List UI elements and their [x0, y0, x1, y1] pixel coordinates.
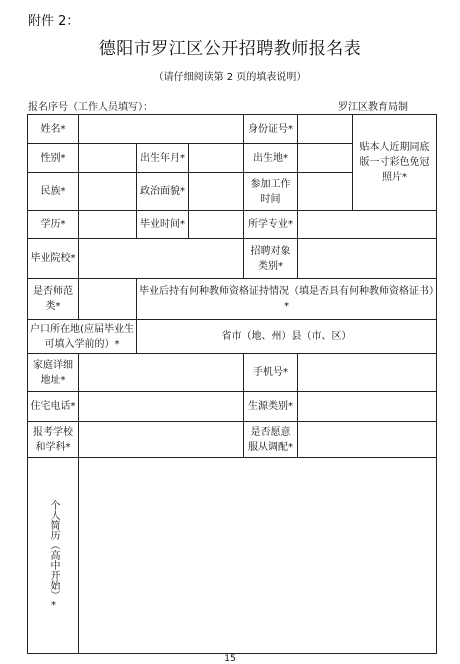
- school-label: 毕业院校*: [28, 239, 79, 279]
- normal-major-label: 是否师范类*: [28, 279, 79, 320]
- applied-label: 报考学校和学科*: [28, 422, 79, 458]
- source-type-label: 生源类别*: [244, 392, 298, 422]
- graduation-time-field[interactable]: [189, 211, 244, 239]
- ethnicity-label: 民族*: [28, 173, 79, 211]
- normal-major-field[interactable]: [79, 279, 137, 320]
- phone-label: 手机号*: [244, 354, 298, 392]
- phone-field[interactable]: [298, 354, 437, 392]
- work-start-field[interactable]: [298, 173, 353, 211]
- adjust-field[interactable]: [298, 422, 437, 458]
- resume-label: 个人简历（高中开始）*: [48, 500, 59, 611]
- serial-number-label: 报名序号（工作人员填写）：: [28, 102, 153, 113]
- major-label: 所学专业*: [244, 211, 298, 239]
- page-title: 德阳市罗江区公开招聘教师报名表: [98, 39, 362, 59]
- cert-status-label: 毕业后持有何种教师资格证持情况（填是否具有何种教师资格证书）*: [137, 279, 437, 320]
- political-status-field[interactable]: [189, 173, 244, 211]
- birth-date-field[interactable]: [189, 144, 244, 173]
- education-label: 学历*: [28, 211, 79, 239]
- home-phone-label: 住宅电话*: [28, 392, 79, 422]
- major-field[interactable]: [298, 211, 437, 239]
- hukou-label: 户口所在地(应届毕业生可填入学前的）*: [28, 320, 137, 354]
- address-label: 家庭详细地址*: [28, 354, 79, 392]
- applied-field[interactable]: [79, 422, 244, 458]
- page-subtitle: （请仔细阅读第 2 页的填表说明）: [153, 72, 307, 83]
- school-field[interactable]: [79, 239, 244, 279]
- recruit-category-label: 招聘对象类别*: [244, 239, 298, 279]
- resume-label-cell: [28, 458, 79, 654]
- gender-label: 性别*: [28, 144, 79, 173]
- recruit-category-field[interactable]: [298, 239, 437, 279]
- address-field[interactable]: [79, 354, 244, 392]
- home-phone-field[interactable]: [79, 392, 244, 422]
- page-number: 15: [224, 654, 236, 664]
- birthplace-label: 出生地*: [244, 144, 298, 173]
- birth-date-label: 出生年月*: [137, 144, 189, 173]
- hukou-field[interactable]: 省市（地、州）县（市、区）: [137, 320, 437, 354]
- gender-field[interactable]: [79, 144, 137, 173]
- attachment-label: 附件 2：: [28, 14, 80, 29]
- birthplace-field[interactable]: [298, 144, 353, 173]
- work-start-label: 参加工作时间: [244, 173, 298, 211]
- education-field[interactable]: [79, 211, 137, 239]
- photo-box: 贴本人近期同底版一寸彩色免冠照片*: [353, 115, 437, 211]
- graduation-time-label: 毕业时间*: [137, 211, 189, 239]
- ethnicity-field[interactable]: [79, 173, 137, 211]
- registration-form-table: [27, 114, 437, 654]
- name-field[interactable]: [79, 115, 244, 144]
- id-number-field[interactable]: [298, 115, 353, 144]
- adjust-label: 是否愿意服从调配*: [244, 422, 298, 458]
- resume-field[interactable]: [79, 458, 437, 654]
- id-number-label: 身份证号*: [244, 115, 298, 144]
- source-type-field[interactable]: [298, 392, 437, 422]
- political-status-label: 政治面貌*: [137, 173, 189, 211]
- name-label: 姓名*: [28, 115, 79, 144]
- issuer-label: 罗江区教育局制: [338, 102, 408, 113]
